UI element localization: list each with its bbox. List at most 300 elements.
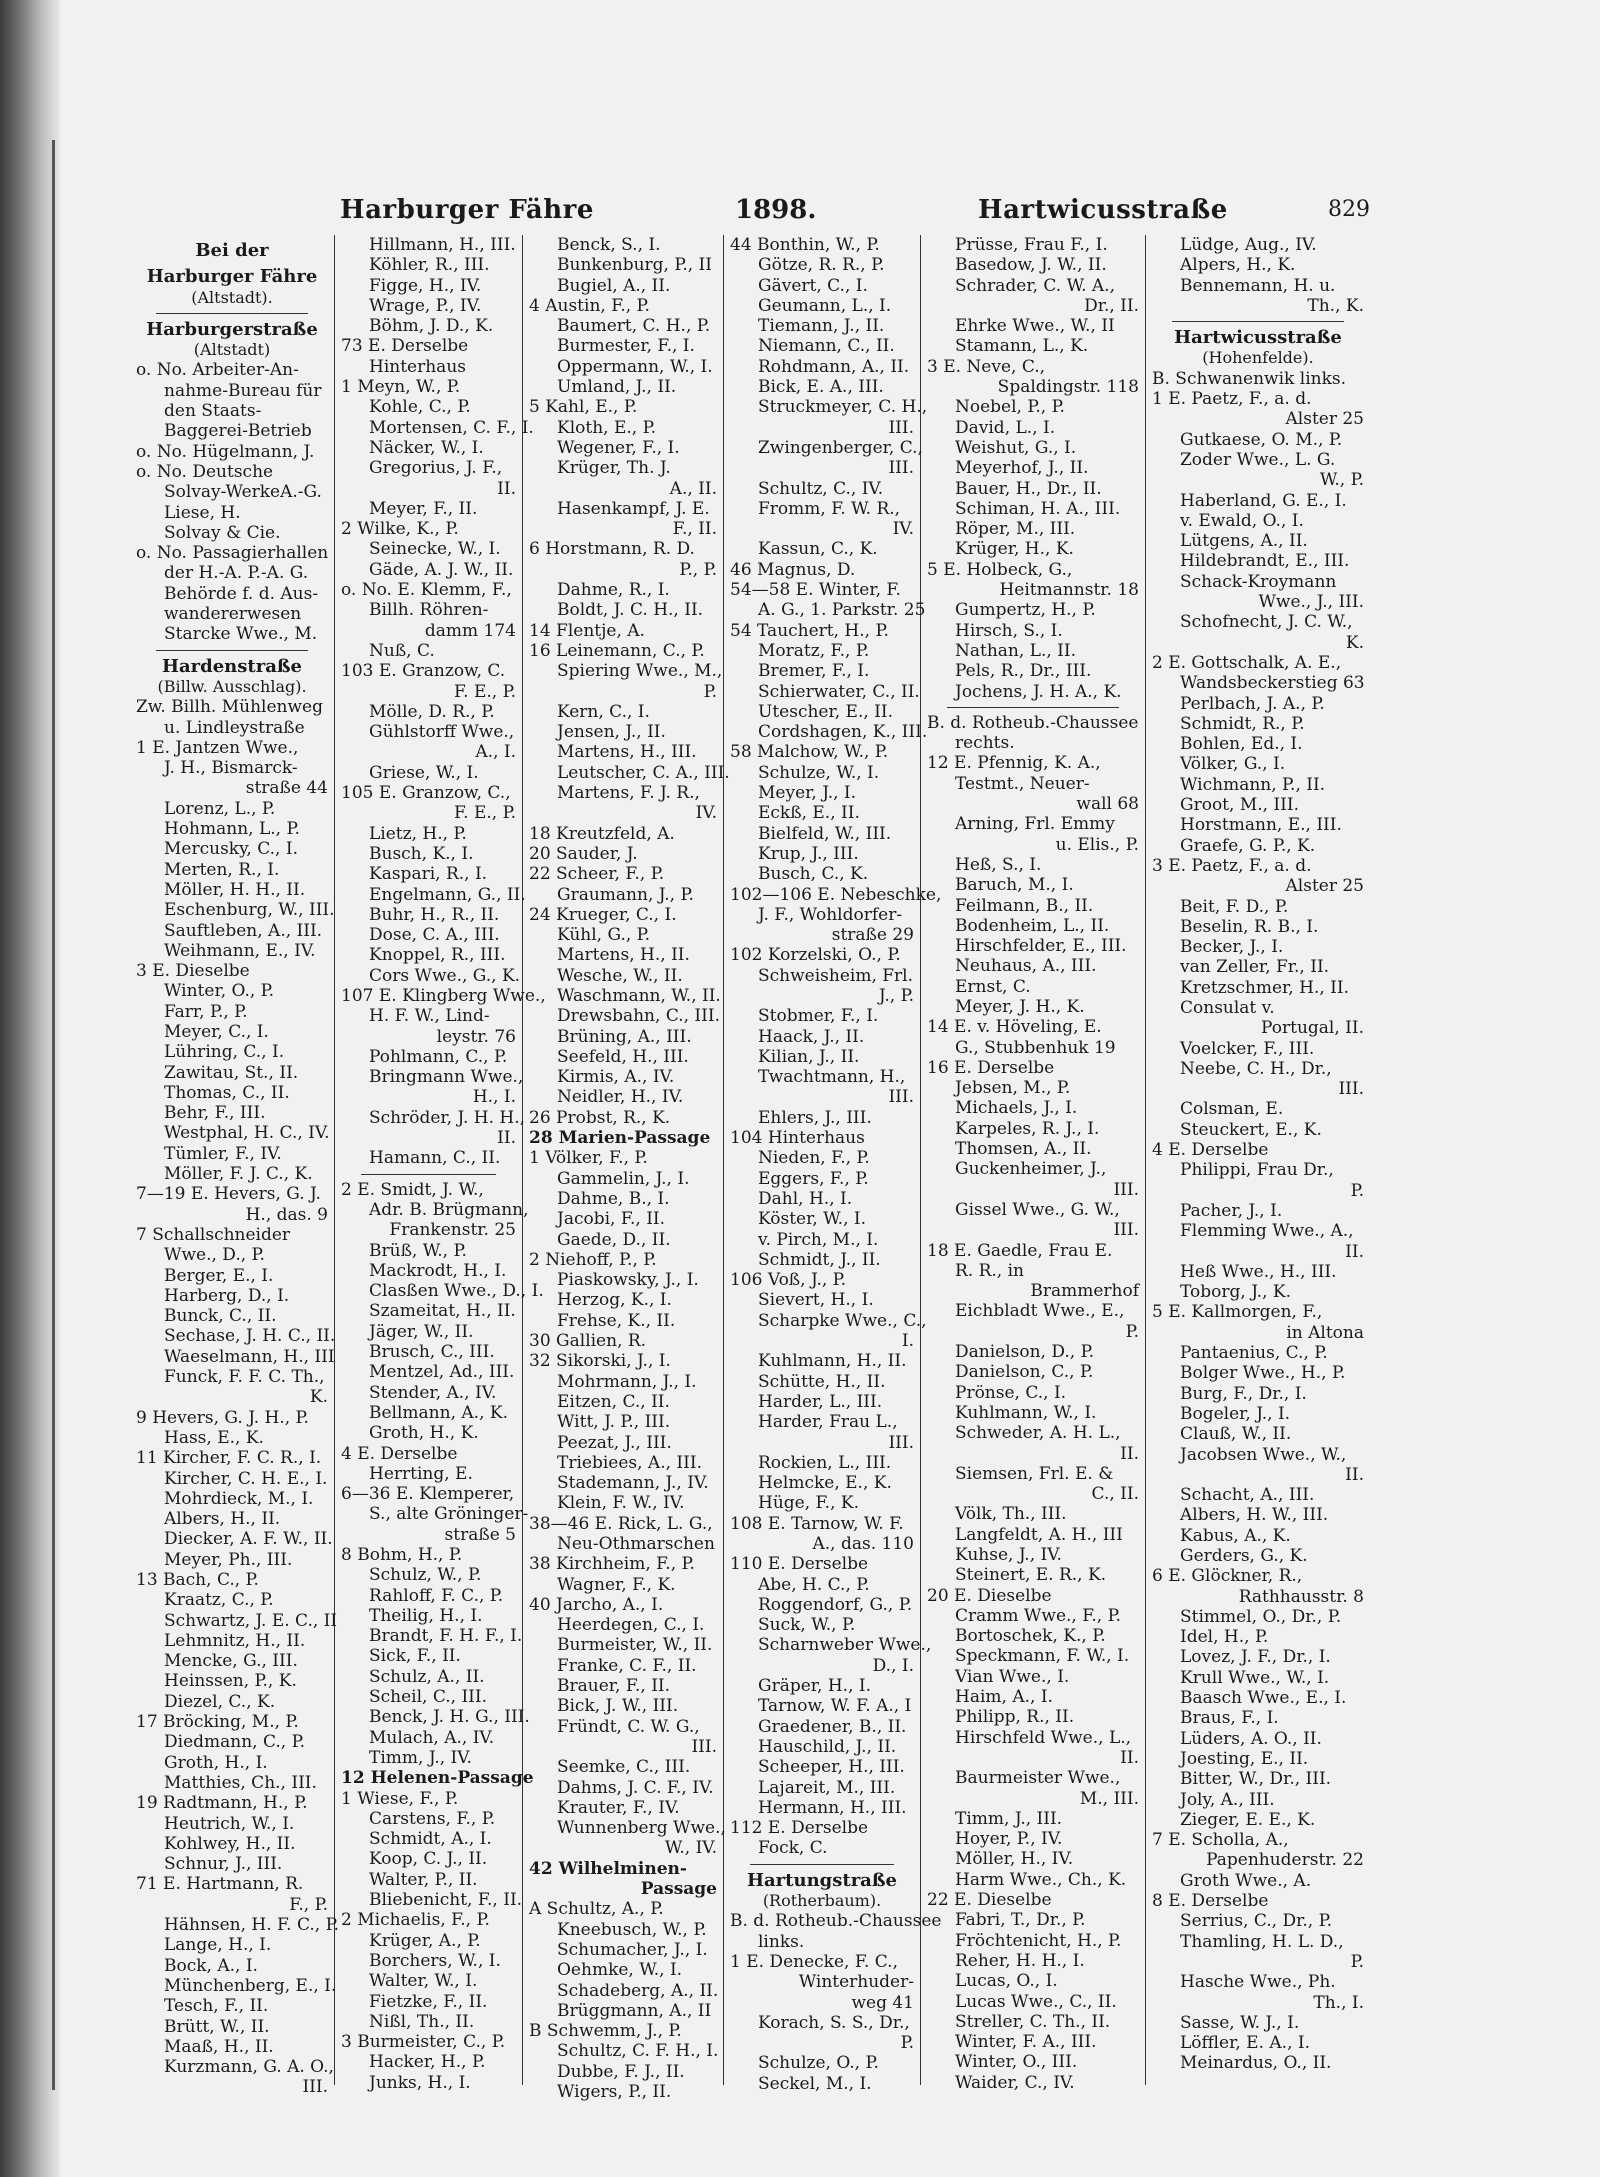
directory-entry: Bremer, F., I. <box>758 661 870 682</box>
directory-entry: Thomas, C., II. <box>164 1082 290 1103</box>
directory-entry: Roggendorf, G., P. <box>758 1594 913 1615</box>
directory-entry: Bolger Wwe., H., P. <box>1180 1363 1346 1384</box>
column-4 <box>724 235 942 2094</box>
directory-entry: Rathhausstr. 8 <box>1238 1586 1364 1607</box>
directory-entry: D., I. <box>872 1655 914 1676</box>
directory-entry: Clauß, W., II. <box>1180 1424 1292 1445</box>
directory-entry: III. <box>1113 1220 1139 1241</box>
directory-entry: Bielfeld, W., III. <box>758 823 892 844</box>
directory-entry: Kircher, C. H. E., I. <box>164 1468 328 1489</box>
directory-entry: Behörde f. d. Aus- <box>164 583 319 604</box>
directory-entry: Solvay & Cie. <box>164 522 281 543</box>
directory-entry: Möller, F. J. C., K. <box>164 1164 313 1185</box>
directory-entry: Scheil, C., III. <box>369 1687 488 1708</box>
directory-entry: K. <box>309 1387 328 1408</box>
directory-entry: Lajareit, M., III. <box>758 1777 896 1798</box>
directory-entry: Wandsbeckerstieg 63 <box>1180 673 1365 694</box>
directory-entry: Brandt, F. H. F., I. <box>369 1626 523 1647</box>
directory-entry: Haim, A., I. <box>955 1687 1053 1708</box>
directory-entry: u. Lindleystraße <box>164 717 305 738</box>
directory-entry: Utescher, E., II. <box>758 701 893 722</box>
directory-entry: Meinardus, O., II. <box>1180 2053 1332 2074</box>
directory-entry: o. No. Deutsche <box>136 461 274 482</box>
directory-entry: II. <box>497 1128 516 1149</box>
directory-entry: Triebiees, A., III. <box>557 1452 702 1473</box>
directory-entry: Tarnow, W. F. A., I <box>758 1696 912 1717</box>
directory-entry: Baruch, M., I. <box>955 875 1074 896</box>
directory-entry: Prüsse, Frau F., I. <box>955 235 1108 255</box>
directory-entry: Klein, F. W., IV. <box>557 1493 685 1514</box>
directory-entry: 7—19 E. Hevers, G. J. <box>136 1184 321 1205</box>
directory-entry: Hüge, F., K. <box>758 1493 859 1514</box>
directory-entry: Seefeld, H., III. <box>557 1046 689 1067</box>
directory-entry: Brusch, C., III. <box>369 1342 495 1363</box>
section-divider <box>361 1174 496 1175</box>
directory-entry: 32 Sikorski, J., I. <box>529 1351 671 1372</box>
directory-entry: 7 Schallschneider <box>136 1224 291 1245</box>
directory-entry: 4 E. Derselbe <box>1152 1140 1269 1161</box>
directory-entry: Franke, C. F., II. <box>557 1655 697 1676</box>
directory-entry: Wegener, F., I. <box>557 437 680 458</box>
directory-entry: Meyer, F., II. <box>369 498 478 519</box>
directory-entry: P. <box>703 681 717 702</box>
directory-entry: Spaldingstr. 118 <box>997 377 1139 398</box>
directory-entry: Krauter, F., IV. <box>557 1797 680 1818</box>
directory-entry: III. <box>1113 1179 1139 1200</box>
directory-entry: Neuhaus, A., III. <box>955 956 1097 977</box>
directory-entry: Pohlmann, C., P. <box>369 1046 508 1067</box>
directory-entry: Hirschfelder, E., III. <box>955 936 1127 957</box>
directory-entry: weg 41 <box>851 1992 914 2013</box>
directory-entry: Cramm Wwe., F., P. <box>955 1605 1121 1626</box>
directory-entry: Baurmeister Wwe., <box>955 1768 1121 1789</box>
directory-entry: Baggerei-Betrieb <box>164 421 312 442</box>
directory-entry: Baasch Wwe., E., I. <box>1180 1688 1347 1709</box>
directory-entry: W., P. <box>1319 470 1364 491</box>
directory-entry: Hacker, H., P. <box>369 2052 486 2073</box>
directory-entry: Frehse, K., II. <box>557 1310 676 1331</box>
directory-entry: Heß, S., I. <box>955 854 1042 875</box>
directory-entry: 6—36 E. Klemperer, <box>341 1484 515 1505</box>
street-heading: Hardenstraße <box>161 655 302 677</box>
directory-entry: Stimmel, O., Dr., P. <box>1180 1606 1342 1627</box>
directory-entry: Bauer, H., Dr., II. <box>955 478 1102 499</box>
directory-entry: Völker, G., I. <box>1180 754 1286 775</box>
directory-entry: 2 Michaelis, F., P. <box>341 1910 490 1931</box>
directory-entry: S., alte Gröninger- <box>369 1504 529 1525</box>
directory-entry: Dahme, R., I. <box>557 580 670 601</box>
directory-entry: Bellmann, A., K. <box>369 1402 508 1423</box>
directory-entry: Streller, C. Th., II. <box>955 2011 1111 2032</box>
directory-entry: Wwe., J., III. <box>1258 592 1364 613</box>
directory-entry: Wichmann, P., II. <box>1180 774 1326 795</box>
directory-entry: 2 Wilke, K., P. <box>341 519 459 540</box>
directory-entry: Krüger, A., P. <box>369 1930 481 1951</box>
directory-entry: Diezel, C., K. <box>164 1691 276 1712</box>
directory-entry: Heerdegen, C., I. <box>557 1615 705 1636</box>
directory-entry: Kraatz, C., P. <box>164 1590 274 1611</box>
directory-entry: Engelmann, G., II. <box>369 884 526 905</box>
directory-entry: Billh. Röhren- <box>369 600 489 621</box>
directory-entry: P., P. <box>679 559 717 580</box>
directory-entry: Schadeberg, A., II. <box>557 1980 719 2001</box>
directory-entry: Gävert, C., I. <box>758 275 868 296</box>
directory-entry: Brauer, F., II. <box>557 1676 671 1697</box>
directory-entry: 4 E. Derselbe <box>341 1443 458 1464</box>
directory-entry: 30 Gallien, R. <box>529 1331 647 1352</box>
directory-entry: Gumpertz, H., P. <box>955 600 1096 621</box>
directory-entry: W., IV. <box>664 1838 717 1859</box>
directory-entry: Struckmeyer, C. H., <box>758 397 928 418</box>
directory-entry: 38—46 E. Rick, L. G., <box>529 1513 713 1534</box>
directory-entry: 107 E. Klingberg Wwe., <box>341 985 546 1006</box>
directory-entry: Siemsen, Frl. E. & <box>955 1463 1114 1484</box>
directory-entry: u. Elis., P. <box>1055 834 1139 855</box>
street-heading: Harburger Fähre <box>146 266 318 288</box>
directory-entry: Danielson, D., P. <box>955 1342 1094 1363</box>
directory-entry: Meyer, Ph., III. <box>164 1549 293 1570</box>
directory-entry: 12 Helenen-Passage <box>341 1768 534 1789</box>
directory-entry: 112 E. Derselbe <box>730 1818 869 1839</box>
directory-entry: Thomsen, A., II. <box>955 1139 1092 1160</box>
directory-entry: Alster 25 <box>1285 409 1364 430</box>
page-header <box>130 195 1370 235</box>
directory-entry: Bock, A., I. <box>164 1955 258 1976</box>
directory-entry: Groth Wwe., A. <box>1180 1870 1312 1891</box>
section-divider <box>1172 321 1344 322</box>
directory-entry: F., P. <box>289 1894 328 1915</box>
directory-entry: Dose, C. A., III. <box>369 925 500 946</box>
directory-entry: Herrting, E. <box>369 1463 473 1484</box>
directory-entry: 102 Korzelski, O., P. <box>730 945 901 966</box>
directory-entry: o. No. E. Klemm, F., <box>341 580 512 601</box>
directory-entry: III. <box>888 417 914 438</box>
directory-entry: H., das. 9 <box>245 1204 328 1225</box>
directory-entry: v. Ewald, O., I. <box>1180 510 1304 531</box>
directory-entry: Perlbach, J. A., P. <box>1180 693 1325 714</box>
column-5 <box>921 235 1146 2093</box>
directory-entry: 24 Krueger, C., I. <box>529 904 677 925</box>
directory-entry: J., P. <box>878 985 914 1006</box>
directory-entry: Rockien, L., III. <box>758 1452 892 1473</box>
directory-entry: Tiemann, J., II. <box>758 316 885 337</box>
directory-entry: 73 E. Derselbe <box>341 336 469 357</box>
directory-entry: Hohmann, L., P. <box>164 819 300 840</box>
directory-entry: Griese, W., I. <box>369 762 479 783</box>
directory-entry: 19 Radtmann, H., P. <box>136 1793 308 1814</box>
directory-entry: Schnur, J., III. <box>164 1854 283 1875</box>
directory-entry: Prönse, C., I. <box>955 1382 1067 1403</box>
section-divider <box>156 313 308 314</box>
directory-entry: Hirschfeld Wwe., L., <box>955 1727 1132 1748</box>
directory-entry: 4 Austin, F., P. <box>529 295 650 316</box>
directory-entry: Arning, Frl. Emmy <box>955 814 1115 835</box>
directory-entry: Albers, H., II. <box>164 1509 281 1530</box>
directory-entry: Scharnweber Wwe., <box>758 1635 932 1656</box>
directory-entry: Flemming Wwe., A., <box>1180 1221 1354 1242</box>
directory-entry: Thamling, H. L. D., <box>1180 1931 1344 1952</box>
directory-entry: leystr. 76 <box>436 1026 516 1047</box>
directory-entry: Junks, H., I. <box>369 2072 471 2093</box>
directory-entry: Umland, J., II. <box>557 377 677 398</box>
directory-entry: Basedow, J. W., II. <box>955 255 1107 276</box>
directory-entry: Stender, A., IV. <box>369 1382 497 1403</box>
directory-entry: Sechase, J. H. C., II. <box>164 1326 336 1347</box>
directory-entry: 3 E. Dieselbe <box>136 961 250 982</box>
directory-entry: 2 E. Smidt, J. W., <box>341 1179 484 1200</box>
directory-entry: 12 E. Pfennig, K. A., <box>927 753 1101 774</box>
directory-entry: Bugiel, A., II. <box>557 275 671 296</box>
directory-entry: Kassun, C., K. <box>758 539 878 560</box>
directory-entry: Weihmann, E., IV. <box>164 940 316 961</box>
section-divider <box>156 650 308 651</box>
directory-entry: Philipp, R., II. <box>955 1707 1075 1728</box>
directory-entry: A. G., 1. Parkstr. 25 <box>758 600 926 621</box>
directory-entry: Brüggmann, A., II <box>557 2000 712 2021</box>
directory-entry: Heitmannstr. 18 <box>999 580 1139 601</box>
directory-entry: Eschenburg, W., III. <box>164 900 335 921</box>
directory-entry: Braus, F., I. <box>1180 1708 1279 1729</box>
directory-entry: F. E., P. <box>454 803 516 824</box>
directory-entry: Frankenstr. 25 <box>389 1220 516 1241</box>
directory-entry: 22 E. Dieselbe <box>927 1890 1052 1911</box>
directory-entry: III. <box>888 1432 914 1453</box>
directory-entry: Zoder Wwe., L. G. <box>1180 449 1336 470</box>
directory-entry: Westphal, H. C., IV. <box>164 1123 330 1144</box>
directory-entry: Hauschild, J., II. <box>758 1736 897 1757</box>
directory-entry: Zieger, E. E., K. <box>1180 1809 1316 1830</box>
directory-entry: Kuhse, J., IV. <box>955 1545 1062 1565</box>
directory-entry: 104 Hinterhaus <box>730 1128 865 1149</box>
directory-entry: Seinecke, W., I. <box>369 539 501 560</box>
directory-entry: 16 E. Derselbe <box>927 1057 1055 1078</box>
directory-entry: Jebsen, M., P. <box>955 1078 1071 1099</box>
directory-entry: 3 E. Neve, C., <box>927 356 1046 377</box>
directory-entry: Kurzmann, G. A. O., <box>164 2057 334 2078</box>
directory-entry: Hamann, C., II. <box>369 1148 501 1169</box>
directory-entry: 22 Scheer, F., P. <box>529 864 665 885</box>
directory-entry: Seemke, C., III. <box>557 1757 691 1778</box>
directory-entry: 26 Probst, R., K. <box>529 1107 671 1128</box>
directory-entry: Becker, J., I. <box>1180 937 1284 958</box>
directory-entry: Passage <box>640 1879 717 1900</box>
directory-entry: A., I. <box>475 742 516 763</box>
directory-entry: den Staats- <box>164 401 262 422</box>
directory-entry: Gissel Wwe., G. W., <box>955 1199 1120 1220</box>
directory-entry: Benck, S., I. <box>557 235 661 255</box>
directory-entry: J. H., Bismarck- <box>164 758 298 779</box>
directory-entry: Fründt, C. W. G., <box>557 1716 700 1737</box>
directory-entry: Tümler, F., IV. <box>164 1143 282 1164</box>
directory-entry: 20 Sauder, J. <box>529 843 638 864</box>
street-heading: Hartungstraße <box>747 1869 897 1891</box>
directory-entry: Piaskowsky, J., I. <box>557 1270 699 1291</box>
directory-entry: Bohlen, Ed., I. <box>1180 734 1303 755</box>
directory-entry: Wunnenberg Wwe., <box>557 1818 726 1839</box>
directory-entry: Kabus, A., K. <box>1180 1525 1291 1546</box>
directory-entry: Moratz, F., P. <box>758 640 870 661</box>
directory-entry: Krup, J., III. <box>758 843 859 864</box>
directory-entry: Th., I. <box>1313 1992 1364 2013</box>
street-heading: Bei der <box>195 240 269 261</box>
directory-entry: Burmester, F., I. <box>557 336 695 357</box>
directory-entry: 18 E. Gaedle, Frau E. <box>927 1240 1113 1261</box>
directory-entry: Graedener, B., II. <box>758 1716 907 1737</box>
directory-entry: 1 Wiese, F., P. <box>341 1788 459 1809</box>
directory-entry: Lühring, C., I. <box>164 1042 285 1063</box>
directory-entry: Eichbladt Wwe., E., <box>955 1301 1125 1322</box>
directory-entry: Nuß, C. <box>369 640 435 661</box>
directory-entry: Borchers, W., I. <box>369 1950 501 1971</box>
directory-entry: Hermann, H., III. <box>758 1797 907 1818</box>
directory-entry: Harm Wwe., Ch., K. <box>955 1869 1127 1890</box>
directory-entry: Groot, M., III. <box>1180 795 1299 816</box>
directory-entry: Fröchtenicht, H., P. <box>955 1930 1122 1951</box>
directory-entry: Gutkaese, O. M., P. <box>1180 429 1343 450</box>
directory-entry: Testmt., Neuer- <box>955 773 1090 794</box>
directory-entry: B. Schwanenwik links. <box>1152 368 1347 389</box>
directory-entry: Winter, O., P. <box>164 981 275 1002</box>
directory-columns <box>130 235 1370 2103</box>
directory-entry: Danielson, C., P. <box>955 1362 1094 1383</box>
directory-entry: Jensen, J., II. <box>557 722 666 743</box>
directory-entry: straße 44 <box>245 778 328 799</box>
directory-entry: Schweder, A. H. L., <box>955 1423 1121 1444</box>
directory-entry: Gammelin, J., I. <box>557 1168 690 1189</box>
spine-edge <box>52 140 55 2090</box>
directory-entry: Witt, J. P., III. <box>557 1412 671 1433</box>
directory-entry: 54 Tauchert, H., P. <box>730 620 889 641</box>
directory-entry: Portugal, II. <box>1261 1018 1364 1039</box>
directory-entry: Consulat v. <box>1180 997 1275 1018</box>
directory-entry: P. <box>1350 1180 1364 1201</box>
directory-entry: Kohlwey, H., II. <box>164 1833 296 1854</box>
directory-entry: Haack, J., II. <box>758 1026 865 1047</box>
directory-entry: Graumann, J., P. <box>557 884 694 905</box>
directory-entry: Krüger, Th. J. <box>557 458 671 479</box>
directory-entry: 20 E. Dieselbe <box>927 1585 1052 1606</box>
page-number: 829 <box>1328 197 1370 222</box>
directory-entry: II. <box>1345 1241 1364 1262</box>
directory-entry: Peezat, J., III. <box>557 1432 672 1453</box>
directory-entry: Graefe, G. P., K. <box>1180 835 1316 856</box>
directory-entry: Hirsch, S., I. <box>955 620 1063 641</box>
directory-entry: Merten, R., I. <box>164 859 280 880</box>
directory-entry: Boldt, J. C. H., II. <box>557 600 704 621</box>
directory-entry: Rahloff, F. C., P. <box>369 1585 504 1606</box>
directory-entry: Martens, H., III. <box>557 742 697 763</box>
directory-entry: Figge, H., IV. <box>369 275 482 296</box>
directory-entry: Brütt, W., II. <box>164 2016 270 2037</box>
directory-entry: wall 68 <box>1076 794 1139 815</box>
directory-entry: I. <box>901 1331 914 1352</box>
directory-entry: Bennemann, H. u. <box>1180 275 1336 296</box>
directory-entry: Kretzschmer, H., II. <box>1180 977 1349 998</box>
directory-entry: Steinert, E. R., K. <box>955 1565 1107 1586</box>
directory-entry: F. E., P. <box>454 681 516 702</box>
directory-entry: Bunck, C., II. <box>164 1306 277 1327</box>
directory-entry: Dubbe, F. J., II. <box>557 2061 685 2082</box>
directory-entry: Dahme, B., I. <box>557 1188 670 1209</box>
directory-entry: Möller, H. H., II. <box>164 879 306 900</box>
directory-entry: J. F., Wohldorfer- <box>758 904 903 925</box>
directory-entry: Eitzen, C., II. <box>557 1391 670 1412</box>
directory-entry: Hass, E., K. <box>164 1427 264 1448</box>
directory-entry: o. No. Arbeiter-An- <box>136 360 299 381</box>
directory-entry: Serrius, C., Dr., P. <box>1180 1911 1332 1932</box>
directory-entry: Bogeler, J., I. <box>1180 1403 1291 1424</box>
directory-entry: Reher, H. H., I. <box>955 1950 1085 1971</box>
directory-entry: 105 E. Granzow, C., <box>341 783 511 804</box>
directory-entry: Beselin, R. B., I. <box>1180 916 1319 937</box>
column-2 <box>335 235 546 2093</box>
directory-entry: 7 E. Scholla, A., <box>1152 1830 1289 1851</box>
directory-entry: Fabri, T., Dr., P. <box>955 1910 1086 1931</box>
directory-entry: Röper, M., III. <box>955 519 1076 540</box>
directory-entry: Köster, W., I. <box>758 1209 866 1230</box>
directory-entry: Baumert, C. H., P. <box>557 316 711 337</box>
directory-page <box>130 195 1370 2103</box>
directory-entry: R. R., in <box>955 1260 1025 1281</box>
directory-entry: Sasse, W. J., I. <box>1180 2012 1300 2033</box>
directory-entry: III. <box>888 458 914 479</box>
directory-entry: A., II. <box>669 478 717 499</box>
directory-entry: Scharpke Wwe., C., <box>758 1310 927 1331</box>
directory-entry: 1 Völker, F., P. <box>529 1148 648 1169</box>
directory-entry: Wagner, F., K. <box>557 1574 676 1595</box>
directory-entry: Krüger, H., K. <box>955 539 1074 560</box>
directory-entry: 71 E. Hartmann, R. <box>136 1874 304 1895</box>
directory-entry: B Schwemm, J., P. <box>529 2021 682 2042</box>
directory-entry: Schulze, O., P. <box>758 2053 879 2074</box>
directory-entry: Bliebenicht, F., II. <box>369 1890 523 1911</box>
directory-entry: Meyer, J., I. <box>758 783 857 804</box>
directory-entry: III. <box>1338 1079 1364 1100</box>
directory-entry: 38 Kirchheim, F., P. <box>529 1554 695 1575</box>
directory-entry: B. d. Rotheub.-Chaussee <box>730 1911 942 1932</box>
directory-entry: 5 Kahl, E., P. <box>529 397 638 418</box>
directory-entry: Kneebusch, W., P. <box>557 1919 707 1940</box>
directory-entry: Neidler, H., IV. <box>557 1087 684 1108</box>
section-divider <box>750 1864 894 1865</box>
directory-entry: Mohrmann, J., I. <box>557 1371 697 1392</box>
directory-entry: (Rotherbaum). <box>762 1891 882 1911</box>
directory-entry: Abe, H. C., P. <box>758 1574 870 1595</box>
directory-entry: 18 Kreutzfeld, A. <box>529 823 675 844</box>
directory-entry: Colsman, E. <box>1180 1099 1284 1120</box>
directory-entry: 5 E. Kallmorgen, F., <box>1152 1302 1323 1323</box>
directory-entry: Ehrke Wwe., W., II <box>955 316 1115 337</box>
directory-entry: Lorenz, L., P. <box>164 798 276 819</box>
directory-entry: Zwingenberger, C., <box>758 437 923 458</box>
directory-entry: Hasenkampf, J. E. <box>557 498 710 519</box>
directory-entry: Winter, F. A., III. <box>955 2032 1097 2053</box>
directory-entry: Bringmann Wwe., <box>369 1067 524 1088</box>
directory-entry: (Hohenfelde). <box>1202 348 1314 368</box>
directory-entry: Bortoschek, K., P. <box>955 1626 1106 1647</box>
directory-entry: Geumann, L., I. <box>758 295 892 316</box>
directory-entry: Karpeles, R. J., I. <box>955 1118 1100 1139</box>
directory-entry: Kaspari, R., I. <box>369 864 488 885</box>
directory-entry: Jäger, W., II. <box>369 1321 474 1342</box>
directory-entry: Alster 25 <box>1285 876 1364 897</box>
directory-entry: Schmidt, J., II. <box>758 1249 881 1270</box>
directory-entry: Pels, R., Dr., III. <box>955 661 1092 682</box>
header-right-street: Hartwicusstraße <box>978 195 1228 225</box>
street-heading: Harburgerstraße <box>146 318 318 340</box>
directory-entry: Idel, H., P. <box>1180 1627 1269 1648</box>
directory-entry: Lucas, O., I. <box>955 1971 1058 1992</box>
